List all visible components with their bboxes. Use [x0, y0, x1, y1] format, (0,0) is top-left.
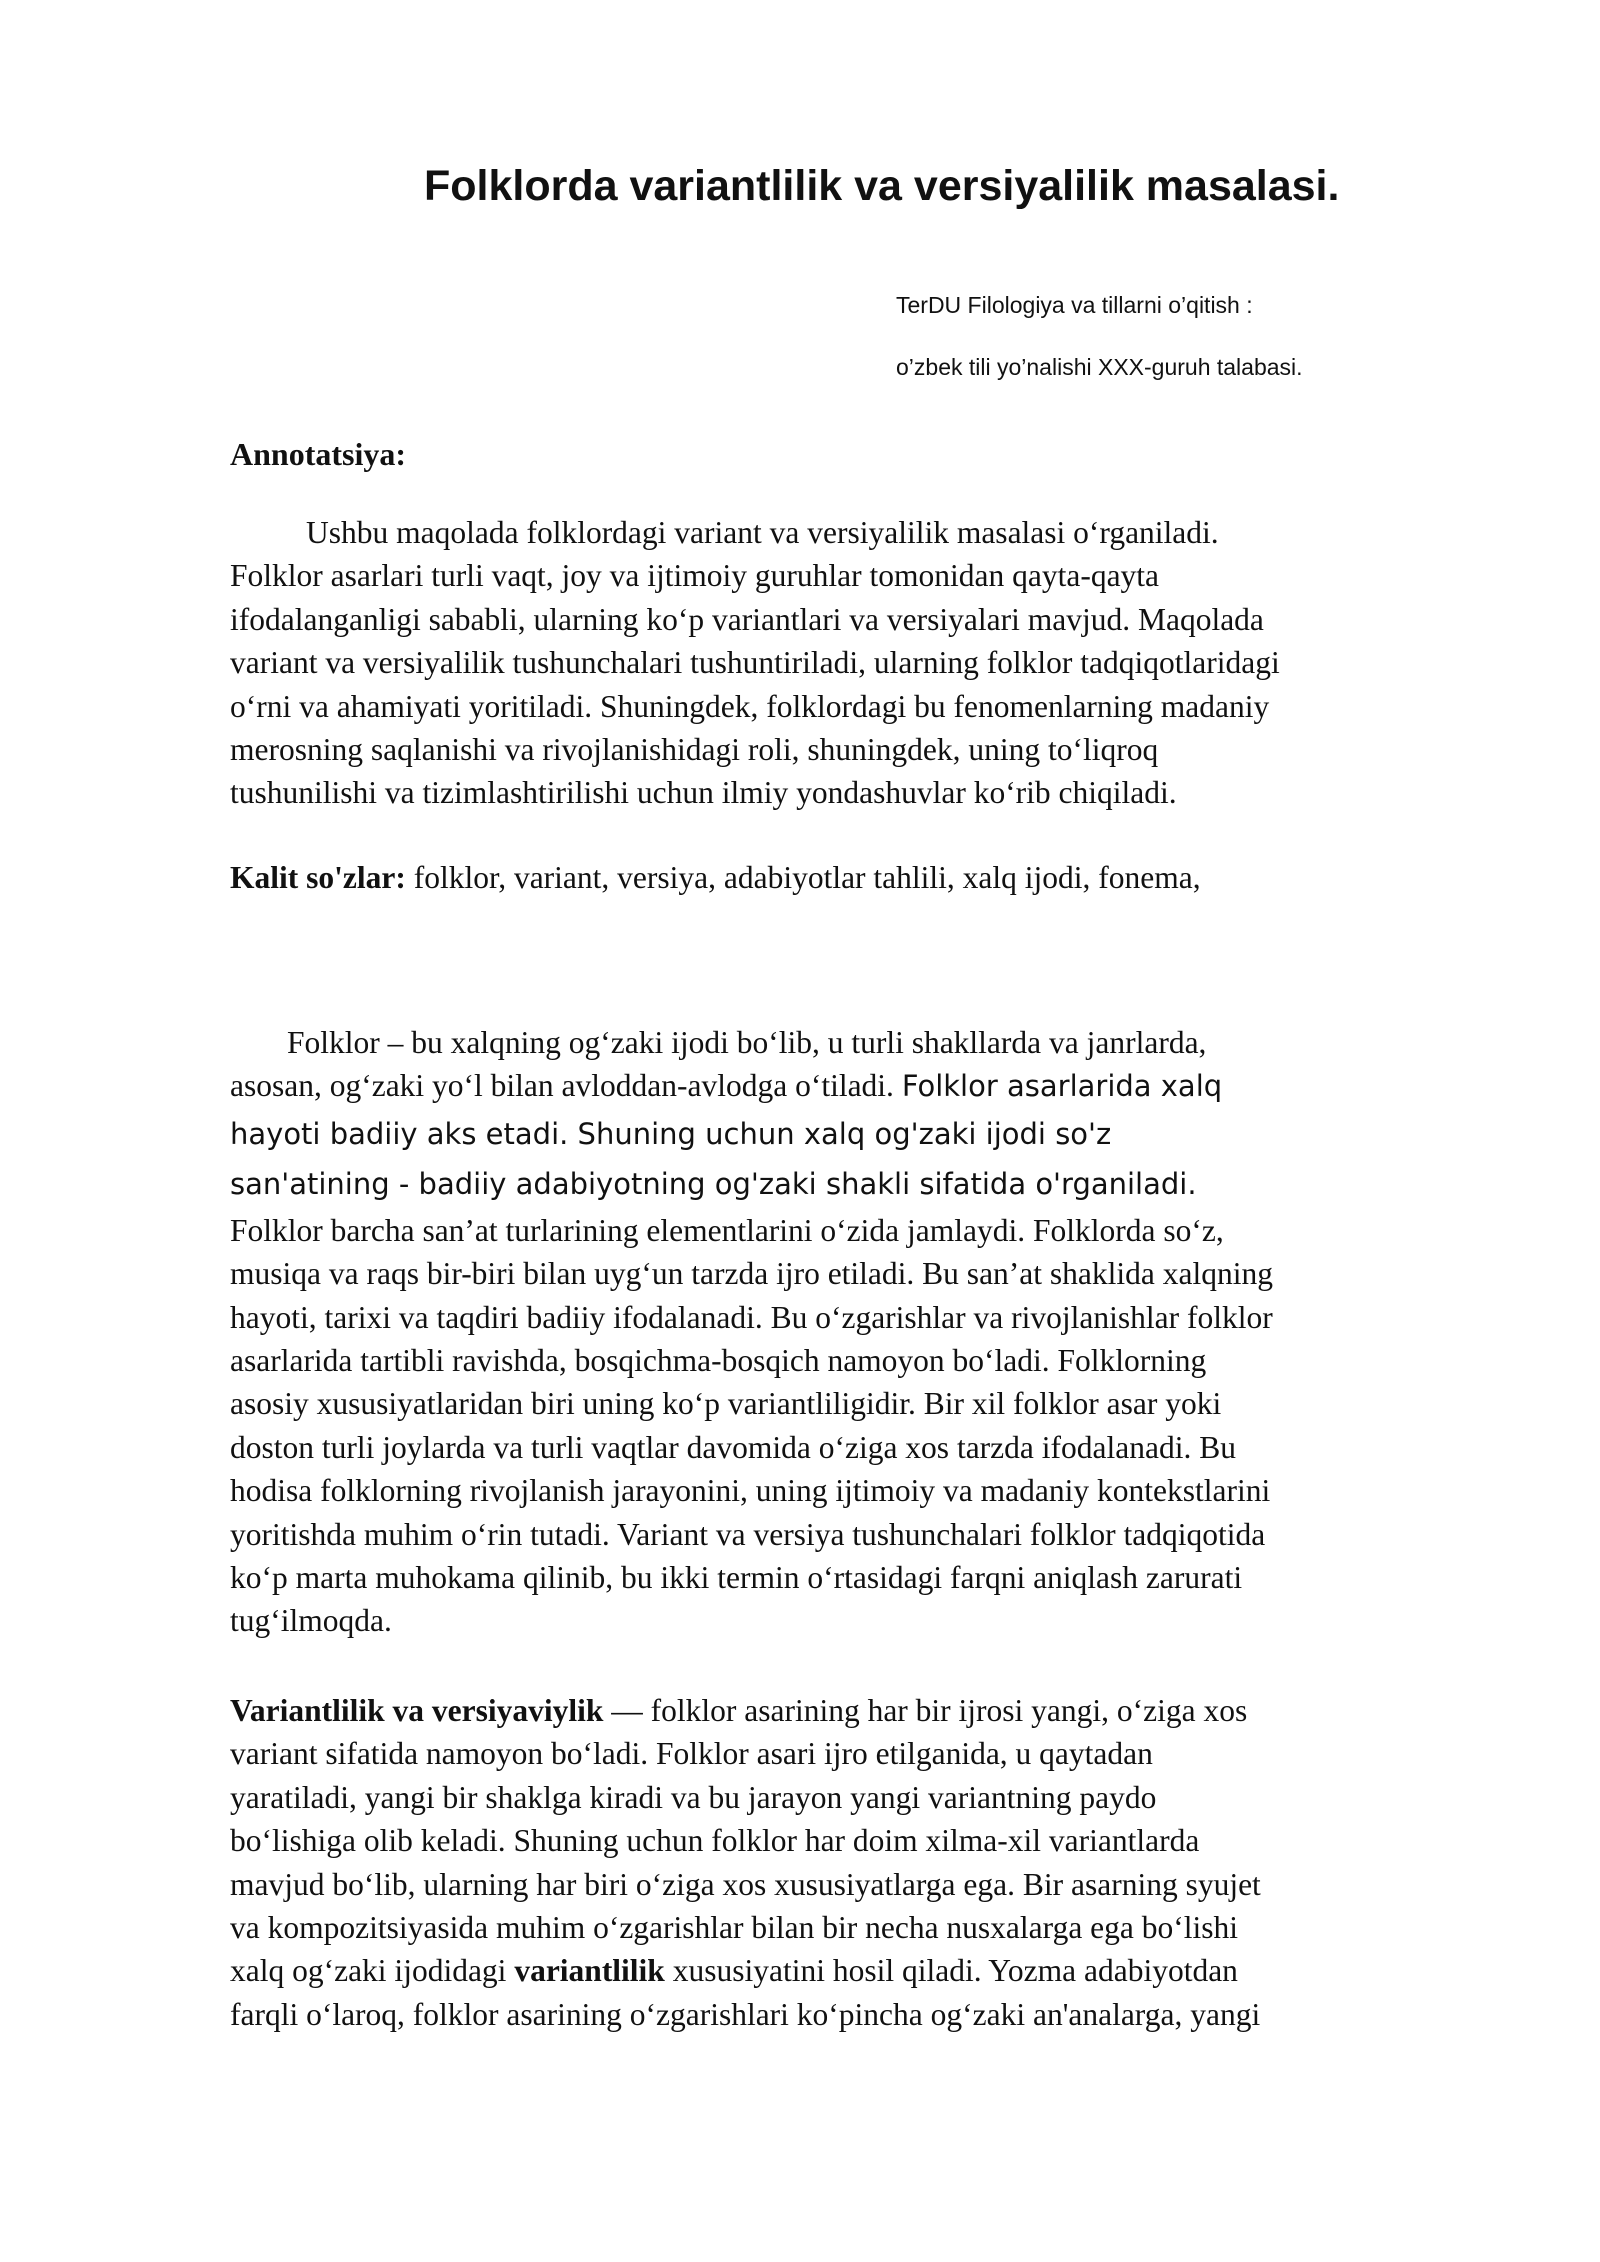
body-line: variant sifatida namoyon bo‘ladi. Folklor asari ijro etilganida, u qaytadan: [230, 1736, 1153, 1772]
keywords-line: [230, 856, 1520, 899]
annotation-line: o‘rni va ahamiyati yoritiladi. Shuningdek, folklordagi bu fenomenlarning madaniy: [230, 688, 1270, 724]
body-text-sans: Folklor asarlarida xalq: [901, 1069, 1223, 1104]
body-line: [230, 1949, 1520, 1992]
author-affiliation-line-2: o’zbek tili yo’nalishi XXX-guruh talabasi.: [896, 354, 1303, 380]
annotation-line: ifodalanganligi sababli, ularning ko‘p variantlari va versiyalari mavjud. Maqolada: [230, 601, 1264, 637]
body-line: farqli o‘laroq, folklor asarining o‘zgarishlari ko‘pincha og‘zaki an'analarga, yangi: [230, 1996, 1261, 2032]
keywords-label: Kalit so'zlar:: [230, 860, 406, 895]
body-line: asarlarida tartibli ravishda, bosqichma-bosqich namoyon bo‘ladi. Folklorning: [230, 1343, 1207, 1379]
body-line: mavjud bo‘lib, ularning har biri o‘ziga xos xususiyatlarga ega. Bir asarning syujet: [230, 1866, 1261, 1902]
body-line: doston turli joylarda va turli vaqtlar davomida o‘ziga xos tarzda ifodalanadi. Bu: [230, 1429, 1236, 1465]
annotation-line: tushunilishi va tizimlashtirilishi uchun ilmiy yondashuvlar ko‘rib chiqiladi.: [230, 775, 1177, 811]
body-line: yoritishda muhim o‘rin tutadi. Variant va versiya tushunchalari folklor tadqiqotida: [230, 1516, 1266, 1552]
annotation-line: variant va versiyalilik tushunchalari tushuntiriladi, ularning folklor tadqiqotlaridagi: [230, 645, 1280, 681]
body-line: tug‘ilmoqda.: [230, 1603, 392, 1639]
body-line: va kompozitsiyasida muhim o‘zgarishlar bilan bir necha nusxalarga ega bo‘lishi: [230, 1910, 1239, 1946]
annotation-paragraph: [230, 511, 1520, 815]
term-bold: variantlilik: [514, 1953, 665, 1989]
annotation-line: Folklor asarlari turli vaqt, joy va ijtimoiy guruhlar tomonidan qayta-qayta: [230, 558, 1160, 594]
body-line: [230, 1689, 1520, 1732]
keywords-paragraph: [230, 856, 1520, 899]
body-line-sans: san'atining - badiiy adabiyotning og'zaki shakli sifatida o'rganiladi.: [230, 1166, 1197, 1201]
body-line: yaratiladi, yangi bir shaklga kiradi va bu jarayon yangi variantning paydo: [230, 1779, 1157, 1815]
term-bold: Variantlilik va versiyaviylik: [230, 1693, 604, 1728]
body-line: hodisa folklorning rivojlanish jarayonini, uning ijtimoiy va madaniy kontekstlarini: [230, 1473, 1271, 1509]
body-paragraph-folklor: [230, 1021, 1520, 1643]
body-line-sans: hayoti badiiy aks etadi. Shuning uchun xalq og'zaki ijodi so'z: [230, 1116, 1112, 1151]
body-line: Folklor – bu xalqning og‘zaki ijodi bo‘lib, u turli shakllarda va janrlarda,: [287, 1025, 1207, 1060]
body-line: ko‘p marta muhokama qilinib, bu ikki termin o‘rtasidagi farqni aniqlash zarurati: [230, 1560, 1243, 1596]
keywords-text: folklor, variant, versiya, adabiyotlar tahlili, xalq ijodi, fonema,: [405, 860, 1201, 895]
body-text: xususiyatini hosil qiladi. Yozma adabiyotdan: [664, 1953, 1238, 1989]
body-text: xalq og‘zaki ijodidagi: [230, 1953, 515, 1989]
body-line: bo‘lishiga olib keladi. Shuning uchun folklor har doim xilma-xil variantlarda: [230, 1823, 1200, 1859]
annotation-line: Ushbu maqolada folklordagi variant va versiyalilik masalasi o‘rganiladi.: [306, 515, 1219, 550]
annotation-line: merosning saqlanishi va rivojlanishidagi roli, shuningdek, uning to‘liqroq: [230, 732, 1159, 768]
body-line: musiqa va raqs bir-biri bilan uyg‘un tarzda ijro etiladi. Bu san’at shaklida xalqning: [230, 1256, 1273, 1292]
body-line-mixed: [230, 1064, 1520, 1108]
author-affiliation-line-1: TerDU Filologiya va tillarni o’qitish :: [896, 292, 1253, 318]
document-title: Folklorda variantlilik va versiyalilik masalasi.: [424, 162, 1340, 210]
body-text-serif: asosan, og‘zaki yo‘l bilan avloddan-avlodga o‘tiladi.: [230, 1068, 902, 1104]
body-paragraph-variantlilik: [230, 1689, 1520, 2036]
body-line: hayoti, tarixi va taqdiri badiiy ifodalanadi. Bu o‘zgarishlar va rivojlanishlar folklor: [230, 1299, 1273, 1335]
annotation-heading: Annotatsiya:: [230, 436, 407, 472]
body-text: — folklor asarining har bir ijrosi yangi, o‘ziga xos: [603, 1693, 1248, 1728]
body-line: Folklor barcha san’at turlarining elementlarini o‘zida jamlaydi. Folklorda so‘z,: [230, 1212, 1224, 1248]
body-line: asosiy xususiyatlaridan biri uning ko‘p variantliligidir. Bir xil folklor asar yoki: [230, 1386, 1222, 1422]
